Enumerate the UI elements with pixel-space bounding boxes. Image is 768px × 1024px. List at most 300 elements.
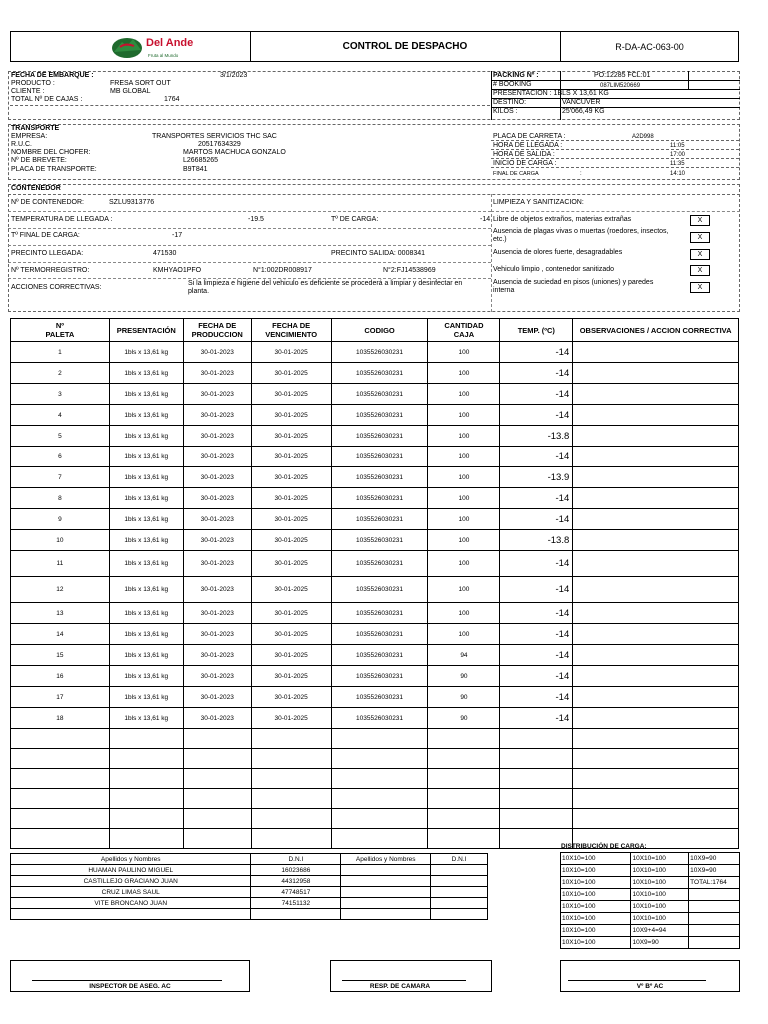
temp-cell: -14	[500, 551, 573, 577]
fecha-produccion-cell: 30-01-2023	[183, 624, 251, 645]
codigo-cell: 1035526030231	[331, 530, 428, 551]
empresa-value: TRANSPORTES SERVICIOS THC SAC	[152, 133, 277, 140]
distribucion-cell: 10X9=90	[689, 853, 740, 865]
empty-cell	[11, 729, 110, 749]
temp-carga-value: -14	[480, 216, 491, 223]
contenedor-numero-value: SZLU9313776	[109, 199, 155, 206]
distribucion-cell: TOTAL:1764	[689, 877, 740, 889]
termorregistro-value-1: KMHYAO1PFO	[153, 267, 202, 274]
empty-cell	[109, 749, 183, 769]
empty-table-row	[11, 809, 739, 829]
codigo-cell: 1035526030231	[331, 509, 428, 530]
distribucion-row	[561, 889, 740, 901]
destino-value: VANCUVER	[562, 99, 601, 106]
placa-transporte-value: B9T841	[183, 166, 208, 173]
final-carga-label: FINAL DE CARGA	[493, 171, 539, 177]
distribucion-cell: 10X10=100	[631, 901, 689, 913]
firma-vb-label: Vº Bº AC	[636, 983, 664, 990]
hora-llegada-label: HORA DE LLEGADA :	[493, 142, 563, 149]
personal-table	[10, 853, 488, 920]
empty-cell	[573, 769, 739, 789]
empty-cell	[428, 809, 500, 829]
temp-cell: -14	[500, 624, 573, 645]
brevete-value: L26685265	[183, 157, 219, 164]
empty-cell	[109, 829, 183, 849]
personal-name-cell: CRUZ LIMAS SAUL	[11, 887, 251, 898]
empty-cell	[573, 809, 739, 829]
distribucion-cell: 10X9=90	[689, 865, 740, 877]
presentacion-cell: 1bls x 13,61 kg	[109, 530, 183, 551]
fecha-vencimiento-cell: 30-01-2025	[251, 708, 331, 729]
fecha-produccion-cell: 30-01-2023	[183, 530, 251, 551]
fecha-vencimiento-cell: 30-01-2025	[251, 363, 331, 384]
personal-dni-cell	[431, 909, 488, 920]
acciones-correctivas-line1: Si la limpieza e higiene del vehiculo es deficiente se procederá a limpiar y desinfectar en	[188, 280, 463, 287]
empty-cell	[11, 769, 110, 789]
empty-cell	[183, 729, 251, 749]
distribucion-cell: 10X10=100	[561, 877, 631, 889]
cantidad-cell: 90	[428, 687, 500, 708]
fecha-produccion-cell: 30-01-2023	[183, 708, 251, 729]
distribucion-cell: 10X10=100	[561, 853, 631, 865]
personal-row	[11, 887, 488, 898]
distribucion-cell	[689, 925, 740, 937]
brevete-label: Nº DE BREVETE:	[11, 157, 67, 164]
paleta-cell: 13	[11, 603, 110, 624]
empty-cell	[331, 769, 428, 789]
presentacion-cell: 1bls x 13,61 kg	[109, 645, 183, 666]
header-cantidad: CANTIDAD CAJA	[428, 319, 500, 342]
empty-table-row	[11, 749, 739, 769]
paleta-cell: 9	[11, 509, 110, 530]
distribucion-cell: 10X10=100	[561, 925, 631, 937]
check-5-text: Ausencia de suciedad en pisos (uniones) y paredes	[493, 279, 654, 286]
header-observaciones: OBSERVACIONES / ACCION CORRECTIVA	[573, 319, 739, 342]
termorregistro-label: Nº TERMORREGISTRO:	[11, 267, 90, 274]
cantidad-cell: 100	[428, 363, 500, 384]
codigo-cell: 1035526030231	[331, 405, 428, 426]
observaciones-cell	[573, 624, 739, 645]
fecha-vencimiento-cell: 30-01-2025	[251, 577, 331, 603]
observaciones-cell	[573, 467, 739, 488]
cantidad-cell: 100	[428, 624, 500, 645]
temp-cell: -14	[500, 645, 573, 666]
distribucion-cell: 10X9+4=94	[631, 925, 689, 937]
personal-header-cell: Apellidos y Nombres	[11, 854, 251, 865]
fecha-produccion-cell: 30-01-2023	[183, 488, 251, 509]
distribucion-row	[561, 853, 740, 865]
fecha-vencimiento-cell: 30-01-2025	[251, 551, 331, 577]
table-row	[11, 603, 739, 624]
distribucion-cell: 10X10=100	[561, 865, 631, 877]
observaciones-cell	[573, 577, 739, 603]
fecha-produccion-cell: 30-01-2023	[183, 687, 251, 708]
presentacion-label: PRESENTACION : 1BLS X 13,61 KG	[493, 90, 609, 97]
observaciones-cell	[573, 645, 739, 666]
check-4-text: Vehiculo limpio , contenedor sanitizado	[493, 266, 615, 273]
personal-row	[11, 898, 488, 909]
temp-cell: -13.9	[500, 467, 573, 488]
distribucion-cell: 10X10=100	[631, 913, 689, 925]
pallet-table-header	[11, 319, 739, 342]
paleta-cell: 4	[11, 405, 110, 426]
presentacion-cell: 1bls x 13,61 kg	[109, 467, 183, 488]
hora-salida-value: 17:00	[670, 152, 686, 158]
temp-llegada-value: -19.5	[248, 216, 264, 223]
temp-cell: -14	[500, 384, 573, 405]
fecha-embarque-value: 3/1/2023	[220, 72, 248, 79]
cantidad-cell: 100	[428, 530, 500, 551]
fecha-produccion-cell: 30-01-2023	[183, 405, 251, 426]
empty-cell	[573, 749, 739, 769]
paleta-cell: 18	[11, 708, 110, 729]
fecha-produccion-cell: 30-01-2023	[183, 363, 251, 384]
check-3-text: Ausencia de olores fuerte, desagradables	[493, 249, 623, 256]
distribucion-cell: 10X10=100	[561, 901, 631, 913]
empty-table-row	[11, 789, 739, 809]
temp-carga-label: Tº DE CARGA:	[331, 216, 379, 223]
paleta-cell: 5	[11, 426, 110, 447]
personal-dni-cell	[251, 909, 341, 920]
contenedor-section-label: CONTENEDOR	[11, 185, 61, 192]
personal-name-cell	[341, 876, 431, 887]
document-code: R-DA-AC-063-00	[615, 42, 684, 52]
empty-cell	[251, 749, 331, 769]
cantidad-cell: 90	[428, 666, 500, 687]
distribucion-row	[561, 913, 740, 925]
empty-cell	[183, 829, 251, 849]
header-temp: TEMP. (ºC)	[500, 319, 573, 342]
codigo-cell: 1035526030231	[331, 384, 428, 405]
paleta-cell: 10	[11, 530, 110, 551]
empty-cell	[251, 769, 331, 789]
mountain-logo-icon	[110, 34, 200, 60]
distribucion-cell	[689, 913, 740, 925]
temp-cell: -13.8	[500, 426, 573, 447]
distribucion-title: DISTRIBUCIÓN DE CARGA:	[561, 843, 647, 850]
firma-camara-label: RESP. DE CAMARA	[369, 983, 431, 990]
check-1-text: Libre de objetos extraños, materias extrañas	[493, 216, 632, 223]
table-row	[11, 530, 739, 551]
personal-dni-cell	[431, 887, 488, 898]
fecha-produccion-cell: 30-01-2023	[183, 467, 251, 488]
personal-dni-cell: 16023686	[251, 865, 341, 876]
packing-label: PACKING Nº :	[493, 72, 539, 79]
distribucion-table	[560, 852, 740, 949]
personal-dni-cell: 47748517	[251, 887, 341, 898]
distribucion-row	[561, 937, 740, 949]
paleta-cell: 11	[11, 551, 110, 577]
check-5-mark[interactable]: X	[690, 282, 710, 293]
personal-dni-cell	[431, 898, 488, 909]
logo-text: Del Ande	[146, 37, 194, 49]
table-row	[11, 509, 739, 530]
cantidad-cell: 100	[428, 509, 500, 530]
presentacion-cell: 1bls x 13,61 kg	[109, 384, 183, 405]
table-row	[11, 708, 739, 729]
temp-cell: -14	[500, 708, 573, 729]
observaciones-cell	[573, 363, 739, 384]
codigo-cell: 1035526030231	[331, 687, 428, 708]
fecha-produccion-cell: 30-01-2023	[183, 666, 251, 687]
temp-llegada-label: TEMPERATURA DE LLEGADA :	[11, 216, 113, 223]
empty-cell	[109, 789, 183, 809]
empty-cell	[183, 809, 251, 829]
personal-dni-cell: 74151132	[251, 898, 341, 909]
fecha-produccion-cell: 30-01-2023	[183, 603, 251, 624]
personal-name-cell	[341, 898, 431, 909]
hora-llegada-value: 11:05	[670, 143, 685, 149]
kilos-label: KILOS :	[493, 108, 518, 115]
paleta-cell: 7	[11, 467, 110, 488]
cantidad-cell: 100	[428, 551, 500, 577]
table-row	[11, 405, 739, 426]
fecha-vencimiento-cell: 30-01-2025	[251, 342, 331, 363]
personal-dni-cell	[431, 876, 488, 887]
cantidad-cell: 90	[428, 708, 500, 729]
fecha-produccion-cell: 30-01-2023	[183, 447, 251, 467]
empty-cell	[500, 749, 573, 769]
acciones-correctivas-line2: planta.	[188, 288, 210, 295]
presentacion-cell: 1bls x 13,61 kg	[109, 342, 183, 363]
personal-name-cell	[341, 865, 431, 876]
temp-cell: -14	[500, 687, 573, 708]
chofer-label: NOMBRE DEL CHOFER:	[11, 149, 91, 156]
paleta-cell: 15	[11, 645, 110, 666]
distribucion-cell: 10X10=100	[631, 877, 689, 889]
personal-name-cell	[341, 909, 431, 920]
table-row	[11, 447, 739, 467]
empty-cell	[251, 729, 331, 749]
temp-cell: -14	[500, 577, 573, 603]
presentacion-cell: 1bls x 13,61 kg	[109, 363, 183, 384]
fecha-vencimiento-cell: 30-01-2025	[251, 384, 331, 405]
personal-dni-cell: 44312958	[251, 876, 341, 887]
codigo-cell: 1035526030231	[331, 426, 428, 447]
presentacion-cell: 1bls x 13,61 kg	[109, 603, 183, 624]
distribucion-cell: 10X10=100	[631, 889, 689, 901]
fecha-vencimiento-cell: 30-01-2025	[251, 645, 331, 666]
paleta-cell: 6	[11, 447, 110, 467]
ruc-label: R.U.C.	[11, 141, 32, 148]
chofer-value: MARTOS MACHUCA GONZALO	[183, 149, 286, 156]
codigo-cell: 1035526030231	[331, 551, 428, 577]
personal-name-cell: HUAMAN PAULINO MIGUEL	[11, 865, 251, 876]
distribucion-cell	[689, 937, 740, 949]
check-2-text: Ausencia de plagas vivas o muertas (roedores, insectos,	[493, 228, 669, 235]
empty-cell	[109, 809, 183, 829]
total-cajas-label: TOTAL Nº DE CAJAS :	[11, 96, 83, 103]
paleta-cell: 16	[11, 666, 110, 687]
empty-cell	[428, 749, 500, 769]
table-row	[11, 488, 739, 509]
observaciones-cell	[573, 488, 739, 509]
cantidad-cell: 94	[428, 645, 500, 666]
fecha-vencimiento-cell: 30-01-2025	[251, 603, 331, 624]
distribucion-cell: 10X10=100	[561, 913, 631, 925]
empty-cell	[331, 729, 428, 749]
personal-header-cell: D.N.I	[251, 854, 341, 865]
table-row	[11, 384, 739, 405]
empty-cell	[251, 829, 331, 849]
ruc-value: 20517634329	[198, 141, 241, 148]
transporte-section-label: TRANSPORTE	[11, 125, 60, 132]
check-1-mark[interactable]: X	[690, 215, 710, 226]
cantidad-cell: 100	[428, 342, 500, 363]
check-2-text-cont: etc.)	[493, 236, 507, 243]
fecha-vencimiento-cell: 30-01-2025	[251, 426, 331, 447]
booking-label: # BOOKING	[493, 81, 532, 88]
check-3-mark[interactable]: X	[690, 249, 710, 260]
final-carga-sep: :	[580, 171, 582, 177]
termorregistro-value-2: N°1:002DR008917	[253, 267, 312, 274]
empty-cell	[11, 789, 110, 809]
empty-cell	[500, 729, 573, 749]
distribucion-row	[561, 877, 740, 889]
empty-cell	[331, 829, 428, 849]
observaciones-cell	[573, 530, 739, 551]
personal-name-cell: VITE BRONCANO JUAN	[11, 898, 251, 909]
presentacion-cell: 1bls x 13,61 kg	[109, 551, 183, 577]
personal-row	[11, 876, 488, 887]
temp-cell: -14	[500, 666, 573, 687]
temp-final-value: -17	[172, 232, 183, 239]
presentacion-cell: 1bls x 13,61 kg	[109, 488, 183, 509]
logo-subtext: Fruta al Mundo	[148, 53, 179, 58]
paleta-cell: 12	[11, 577, 110, 603]
inicio-carga-label: INICIO DE CARGA :	[493, 160, 557, 167]
fecha-vencimiento-cell: 30-01-2025	[251, 405, 331, 426]
empty-cell	[251, 809, 331, 829]
fecha-produccion-cell: 30-01-2023	[183, 551, 251, 577]
observaciones-cell	[573, 342, 739, 363]
personal-row	[11, 865, 488, 876]
total-cajas-value: 1764	[164, 96, 180, 103]
cantidad-cell: 100	[428, 447, 500, 467]
empty-cell	[251, 789, 331, 809]
empty-cell	[573, 789, 739, 809]
personal-dni-cell	[431, 865, 488, 876]
observaciones-cell	[573, 384, 739, 405]
distribucion-cell: 10X10=100	[561, 937, 631, 949]
empty-cell	[183, 789, 251, 809]
fecha-produccion-cell: 30-01-2023	[183, 342, 251, 363]
table-row	[11, 624, 739, 645]
cliente-label: CLIENTE :	[11, 88, 45, 95]
cantidad-cell: 100	[428, 577, 500, 603]
distribucion-row	[561, 901, 740, 913]
observaciones-cell	[573, 687, 739, 708]
empty-cell	[428, 729, 500, 749]
codigo-cell: 1035526030231	[331, 624, 428, 645]
distribucion-cell: 10X10=100	[561, 889, 631, 901]
firma-inspector-label: INSPECTOR DE ASEG. AC	[89, 983, 171, 990]
cantidad-cell: 100	[428, 426, 500, 447]
presentacion-cell: 1bls x 13,61 kg	[109, 577, 183, 603]
placa-transporte-label: PLACA DE TRANSPORTE:	[11, 166, 97, 173]
booking-value: 087LIM520669	[600, 83, 641, 89]
presentacion-cell: 1bls x 13,61 kg	[109, 509, 183, 530]
distribucion-cell: 10X10=100	[631, 853, 689, 865]
empty-cell	[428, 789, 500, 809]
empty-cell	[11, 749, 110, 769]
observaciones-cell	[573, 447, 739, 467]
observaciones-cell	[573, 426, 739, 447]
empty-table-row	[11, 769, 739, 789]
paleta-cell: 3	[11, 384, 110, 405]
personal-header-cell: Apellidos y Nombres	[341, 854, 431, 865]
check-2-mark[interactable]: X	[690, 232, 710, 243]
precinto-salida-label: PRECINTO SALIDA: 0008341	[331, 250, 426, 257]
paleta-cell: 2	[11, 363, 110, 384]
paleta-cell: 8	[11, 488, 110, 509]
codigo-cell: 1035526030231	[331, 342, 428, 363]
packing-value: PO:12285 FCL:01	[594, 72, 651, 79]
temp-cell: -14	[500, 363, 573, 384]
observaciones-cell	[573, 551, 739, 577]
limpieza-label: LIMPIEZA Y SANITIZACION:	[493, 199, 584, 206]
table-row	[11, 551, 739, 577]
distribucion-cell	[689, 901, 740, 913]
codigo-cell: 1035526030231	[331, 447, 428, 467]
fecha-embarque-label: FECHA DE EMBARQUE :	[11, 72, 94, 79]
table-row	[11, 363, 739, 384]
header-fecha-produccion: FECHA DE PRODUCCION	[183, 319, 251, 342]
fecha-vencimiento-cell: 30-01-2025	[251, 530, 331, 551]
personal-row	[11, 909, 488, 920]
temp-cell: -14	[500, 509, 573, 530]
fecha-vencimiento-cell: 30-01-2025	[251, 687, 331, 708]
codigo-cell: 1035526030231	[331, 603, 428, 624]
placa-carreta-label: PLACA DE CARRETA :	[493, 133, 566, 140]
empty-cell	[183, 749, 251, 769]
fecha-vencimiento-cell: 30-01-2025	[251, 488, 331, 509]
table-row	[11, 342, 739, 363]
empty-cell	[331, 749, 428, 769]
empty-cell	[573, 729, 739, 749]
table-row	[11, 645, 739, 666]
distribucion-cell: 10X10=100	[631, 865, 689, 877]
check-4-mark[interactable]: X	[690, 265, 710, 276]
check-5-text-cont: interna	[493, 287, 515, 294]
personal-name-cell: CASTILLEJO GRACIANO JUAN	[11, 876, 251, 887]
header-presentacion: PRESENTACIÓN	[109, 319, 183, 342]
precinto-llegada-value: 471530	[153, 250, 177, 257]
codigo-cell: 1035526030231	[331, 708, 428, 729]
temp-cell: -14	[500, 447, 573, 467]
header-codigo: CODIGO	[331, 319, 428, 342]
table-row	[11, 577, 739, 603]
presentacion-cell: 1bls x 13,61 kg	[109, 708, 183, 729]
fecha-vencimiento-cell: 30-01-2025	[251, 624, 331, 645]
fecha-vencimiento-cell: 30-01-2025	[251, 467, 331, 488]
empty-cell	[428, 769, 500, 789]
paleta-cell: 17	[11, 687, 110, 708]
table-row	[11, 666, 739, 687]
empty-cell	[109, 729, 183, 749]
producto-value: FRESA SORT OUT	[110, 80, 171, 87]
acciones-correctivas-label: ACCIONES CORRECTIVAS:	[11, 284, 102, 291]
transporte-box	[8, 124, 740, 180]
fecha-produccion-cell: 30-01-2023	[183, 509, 251, 530]
paleta-cell: 14	[11, 624, 110, 645]
observaciones-cell	[573, 509, 739, 530]
fecha-produccion-cell: 30-01-2023	[183, 384, 251, 405]
codigo-cell: 1035526030231	[331, 666, 428, 687]
empty-table-row	[11, 729, 739, 749]
empty-cell	[428, 829, 500, 849]
empty-cell	[109, 769, 183, 789]
